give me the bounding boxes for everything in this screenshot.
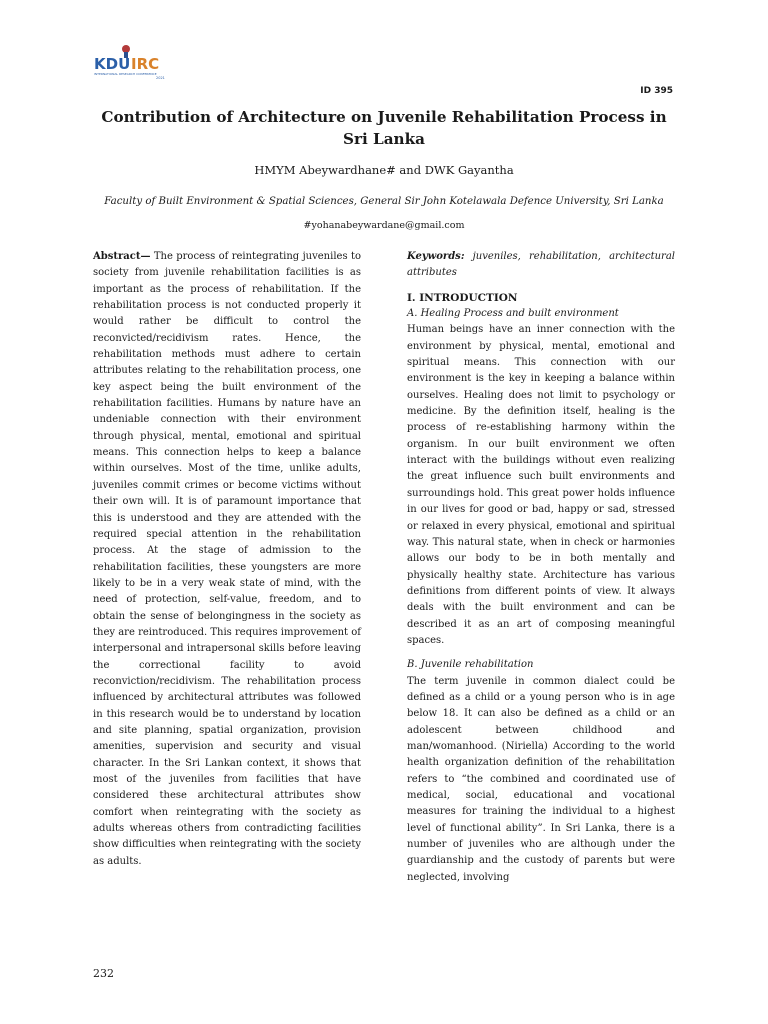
logo-text: KDU [94, 55, 131, 73]
conference-logo [94, 42, 172, 80]
right-column [407, 249, 675, 894]
authors: HMYM Abeywardhane# and DWK Gayantha [254, 163, 514, 177]
keywords-label: Keywords: [407, 251, 465, 262]
abstract-label: Abstract— [93, 251, 151, 262]
section-heading-introduction: I. INTRODUCTION [407, 291, 518, 304]
paper-id: ID 395 [640, 86, 673, 96]
paragraph-healing: Human beings have an inner connection with the environment by physical, mental, emotional and spiritual means. This connection with our environment is the key in keeping a balance within ourselves. Healing does not limit to psychology or medicine. By the definition itself, healing is the process of re-establishing harmony within the organism. In our built environment we often interact with the buildings without even realizing the great influence such built environments and surroundings hold. This great power holds influence in our lives for good or bad, happy or sad, stressed or relaxed in every physical, emotional and spiritual way. This natural state, when in check or harmonies allows our body to be in both mentally and physically healthy state. Architecture has various definitions from different points of view. It always deals with the built environment and can be described it as an art of composing meaningful spaces. [407, 324, 675, 646]
abstract-text: The process of reintegrating juveniles to society from juvenile rehabilitation facilities is as important as the process of rehabilitation. If the rehabilitation process is not conducted properly it would rather be difficult to control the reconvicted/recidivism rates. Hence, the rehabilitation methods must adhere to certain attributes relating to the rehabilitation process, one key aspect being the built environment of the rehabilitation facilities. Humans by nature have an undeniable connection with their environment through physical, mental, emotional and spiritual means. This connection helps to keep a balance within ourselves. Most of the time, unlike adults, juveniles commit crimes or become victims without their own will. It is of paramount importance that this is understood and they are attended with the required special attention in the rehabilitation process. At the stage of admission to the rehabilitation facilities, these youngsters are more likely to be in a very weak state of mind, with the need of protection, self-value, freedom, and to obtain the sense of belongingness in the society as they are reintroduced. This requires improvement of interpersonal and intrapersonal skills before leaving the correctional facility to avoid reconviction/recidivism. The rehabilitation process influenced by architectural attributes was followed in this research would be to understand by location and site planning, spatial organization, provision amenities, supervision and security and visual character. In the Sri Lankan context, it shows that most of the juveniles from facilities that have considered these architectural attributes show comfort when reintegrating with the society as adults whereas others from contradicting facilities show difficulties when reintegrating with the society as adults. [93, 251, 361, 867]
subsection-heading-juvenile: B. Juvenile rehabilitation [407, 659, 534, 671]
logo-year: 2021 [156, 76, 165, 80]
subsection-heading-healing: A. Healing Process and built environment [407, 308, 619, 320]
keywords-text: juveniles, rehabilitation, architectural attributes [407, 251, 675, 279]
paragraph-juvenile: The term juvenile in common dialect could be defined as a child or a young person who is in age below 18. It can also be defined as a child or an adolescent between childhood and man/womanhood. (Niriella) According to the world health organization definition of the rehabilitation refers to “the combined and coordinated use of medical, social, educational and vocational measures for training the individual to a highest level of functional ability”. In Sri Lanka, there is a number of juveniles who are although under the guardianship and the custody of parents but were neglected, involving [407, 675, 675, 883]
logo-accent: IRC [131, 55, 160, 73]
left-column [93, 249, 361, 870]
affiliation: Faculty of Built Environment & Spatial Sciences, General Sir John Kotelawala Defence University, Sri Lanka [104, 196, 664, 207]
page-number: 232 [93, 967, 114, 980]
logo-subtext: INTERNATIONAL RESEARCH CONFERENCE [94, 72, 157, 76]
keywords [407, 249, 675, 282]
abstract [93, 249, 361, 870]
author-email: #yohanabeywardane@gmail.com [303, 220, 465, 231]
paper-title: Contribution of Architecture on Juvenile Rehabilitation Process in Sri Lanka [101, 108, 667, 148]
